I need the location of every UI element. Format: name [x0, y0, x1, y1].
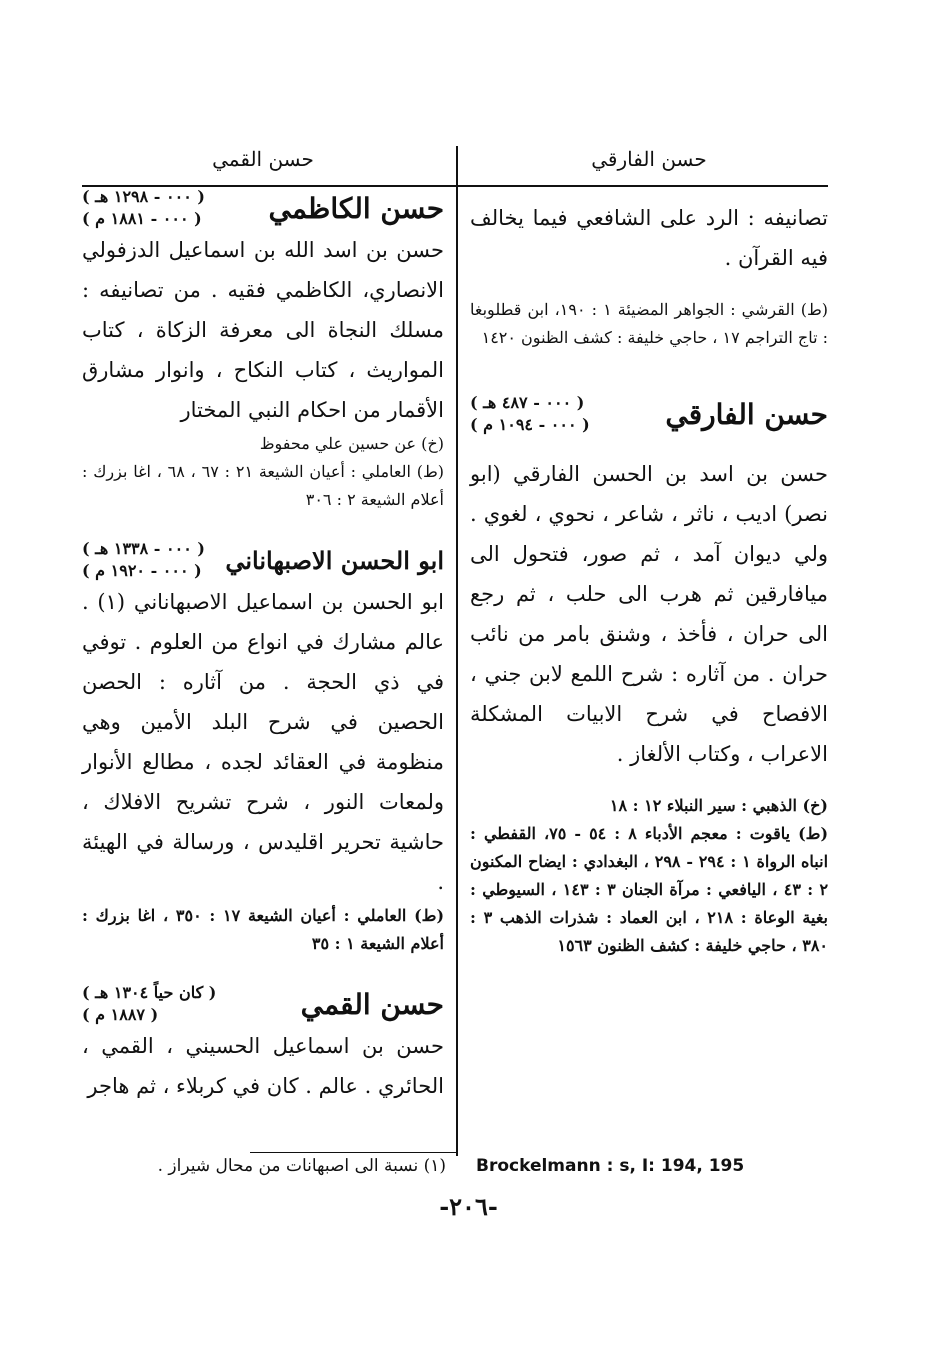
left-column-header: حسن القمي: [212, 147, 314, 171]
footnote: (١) نسبة الى اصبهانات من محال شيراز .: [157, 1156, 446, 1176]
dates-gregorian: ( ٠٠٠ - ١٩٢٠ م ): [82, 561, 202, 580]
entry-printed-refs: (ط) ياقوت : معجم الأدباء ٨ : ٥٤ - ٧٥، القفطي : انباه الرواة ١ : ٢٩٤ - ٢٩٨ ، البغدادي : ايضاح المكنون ٢ : ٤٣ ، اليافعي : مرآة الجنان ٣ : ١٤٣ ، السيوطي : بغية الوعاة : ٢١٨ ، ابن العماد : شذرات الذهب ٣ : ٣٨٠ ، حاجي خليفة : كشف الظنون ١٥٦٣: [470, 824, 829, 955]
left-column: [82, 140, 444, 1106]
entry-heading-kazimi: [82, 186, 444, 230]
brockelmann-ref: Brockelmann : s, I: 194, 195: [476, 1156, 745, 1176]
dates-hijri: ( ٠٠٠ - ٤٨٧ هـ ): [470, 393, 585, 412]
entry-printed-refs: (ط) العاملي : أعيان الشيعة ٢١ : ٦٧ ، ٦٨ ، اغا بزرك : أعلام الشيعة ٢ : ٣٠٦: [82, 462, 445, 509]
dates-hijri: ( ٠٠٠ - ١٢٩٨ هـ ): [82, 187, 205, 206]
entry-name: ابو الحسن الاصبهاناني: [225, 545, 444, 575]
page-number: -٢٠٦-: [439, 1192, 498, 1221]
dates-hijri: ( كان حياً ١٣٠٤ هـ ): [82, 983, 217, 1002]
entry-name: حسن الفارقي: [665, 397, 828, 431]
entry-printed-refs: (ط) العاملي : أعيان الشيعة ١٧ : ٣٥٠ ، اغا بزرك : أعلام الشيعة ١ : ٣٥: [82, 906, 445, 953]
entry-heading-qummi: [82, 982, 444, 1026]
entry-body: حسن بن اسد بن الحسن الفارقي (ابو نصر) اديب ، ناثر ، شاعر ، نحوي ، لغوي . ولي ديوان آمد ، ثم صور، فتحول الى ميافارقين ثم هرب الى حلب ، ثم رجع الى حران ، فأخذ ، وشنق بامر من نائب حران . من آثاره : شرح اللمع لابن جني ، الافصاح في شرح الابيات المشكلة الاعراب ، وكتاب الألغاز .: [470, 462, 828, 766]
column-divider: [456, 146, 458, 1156]
dates-gregorian: ( ٠٠٠ - ١٨٨١ م ): [82, 209, 202, 228]
entry-dates: [82, 538, 205, 582]
dates-gregorian: ( ١٨٨٧ م ): [82, 1005, 159, 1024]
entry-heading-fariqi: [470, 392, 828, 436]
dates-hijri: ( ٠٠٠ - ١٣٣٨ هـ ): [82, 539, 205, 558]
right-column-header: حسن الفارقي: [591, 147, 707, 171]
right-column: [470, 140, 828, 960]
entry-body: حسن بن اسد الله بن اسماعيل الدزفولي الانصاري، الكاظمي فقيه . من تصانيفه : مسلك النجاة الى معرفة الزكاة ، كتاب المواريث ، كتاب النكاح ، وانوار مشارق الأقمار من احكام النبي المختار: [82, 238, 444, 422]
entry-name: حسن القمي: [300, 987, 444, 1021]
footnote-rule: [250, 1152, 458, 1153]
entry-name: حسن الكاظمي: [268, 191, 444, 225]
entry-dates: [82, 982, 216, 1026]
intro-references: (ط) القرشي : الجواهر المضيئة ١ : ١٩٠، ابن قطلوبغا : تاج التراجم ١٧ ، حاجي خليفة : كشف الظنون ١٤٢٠: [470, 300, 829, 347]
entry-body: ابو الحسن بن اسماعيل الاصبهاناني (١) . عالم مشارك في انواع من العلوم . توفي في ذي الحجة . من آثاره : الحصن الحصين في شرح البلد الأمين وهي منظومة في العقائد لجده ، مطالع الأنوار ولمعات النور ، شرح تشريح الافلاك ، حاشية تحرير اقليدس ، ورسالة في الهيئة .: [82, 590, 445, 894]
intro-text: تصانيفه : الرد على الشافعي فيما يخالف فيه القرآن .: [470, 206, 828, 270]
entry-dates: [470, 392, 590, 436]
entry-manuscript-ref: (خ) عن حسين علي محفوظ: [259, 434, 444, 453]
dates-gregorian: ( ٠٠٠ - ١٠٩٤ م ): [470, 415, 590, 434]
entry-heading-isbahanani: [82, 538, 444, 582]
entry-body: حسن بن اسماعيل الحسيني ، القمي ، الحائري . عالم . كان في كربلاء ، ثم هاجر: [82, 1034, 444, 1098]
entry-dates: [82, 186, 205, 230]
entry-manuscript-ref: (خ) الذهبي : سير النبلاء ١٢ : ١٨: [609, 796, 828, 815]
